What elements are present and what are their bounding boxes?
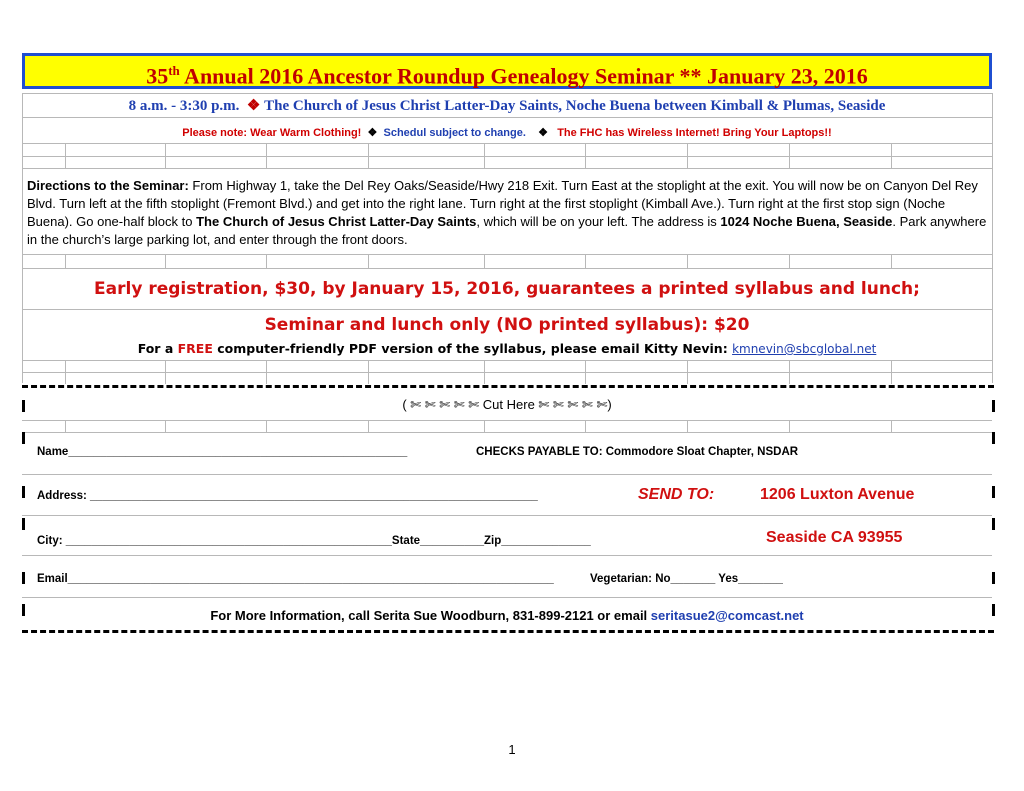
seminar-only-price: Seminar and lunch only (NO printed syllabus): $20: [264, 315, 750, 335]
diamond-icon: ❖: [538, 127, 549, 139]
checks-payable: CHECKS PAYABLE TO: Commodore Sloat Chapter, NSDAR: [476, 446, 799, 458]
send-to-label: SEND TO:: [638, 486, 715, 503]
page-number: 1: [508, 742, 516, 757]
notes-line: Please note: Wear Warm Clothing! ❖ Schedul subject to change. ❖ The FHC has Wireless Internet! Bring Your Laptops!!: [182, 127, 832, 139]
title-banner: [22, 53, 992, 89]
diamond-icon: ❖: [246, 98, 261, 114]
vegetarian-field[interactable]: Vegetarian: No_______ Yes_______: [590, 573, 783, 585]
page-title: 35th Annual 2016 Ancestor Roundup Genealogy Seminar ** January 23, 2016: [146, 63, 868, 89]
email-field[interactable]: Email____________________________________________________________________________: [37, 573, 554, 585]
early-registration: Early registration, $30, by January 15, 2016, guarantees a printed syllabus and lunch;: [94, 279, 920, 299]
serita-email-link[interactable]: seritasue2@comcast.net: [650, 608, 804, 623]
mailing-street: 1206 Luxton Avenue: [760, 486, 915, 503]
kitty-email-link[interactable]: kmnevin@sbcglobal.net: [732, 342, 877, 356]
address-field[interactable]: Address: ______________________________________________________________________: [37, 490, 538, 502]
cut-here-label: ( ✄ ✄ ✄ ✄ ✄ Cut Here ✄ ✄ ✄ ✄ ✄): [402, 397, 612, 412]
directions-paragraph: Directions to the Seminar: From Highway 1, take the Del Rey Oaks/Seaside/Hwy 218 Exit. Turn East at the stoplight at the exit. You will now be on Canyon Del Rey Blvd. Turn left at the fifth stoplight (Fremont Blvd.) and get into the right lane. Turn right at the first stoplight (Kimball Ave.). Turn right at the first stop sign (Noche Buena). Go one-half block to The Church of Jesus Christ Latter-Day Saints, which will be on your left. The address is 1024 Noche Buena, Seaside. Park anywhere in the church’s large parking lot, and enter through the front doors.: [27, 178, 987, 247]
free-syllabus-line: For a FREE computer-friendly PDF version of the syllabus, please email Kitty Nevin: kmnevin@sbcglobal.net: [137, 341, 877, 356]
city-state-zip-field[interactable]: City: ___________________________________________________State__________Zip______________: [37, 535, 591, 547]
name-field[interactable]: Name_____________________________________________________: [37, 446, 408, 458]
event-time-location: 8 a.m. - 3:30 p.m. ❖ The Church of Jesus Christ Latter-Day Saints, Noche Buena between Kimball & Plumas, Seaside: [128, 98, 886, 114]
diamond-icon: ❖: [367, 127, 378, 139]
more-info-line: For More Information, call Serita Sue Woodburn, 831-899-2121 or email seritasue2@comcast.net: [210, 608, 804, 623]
mailing-city: Seaside CA 93955: [766, 529, 903, 546]
